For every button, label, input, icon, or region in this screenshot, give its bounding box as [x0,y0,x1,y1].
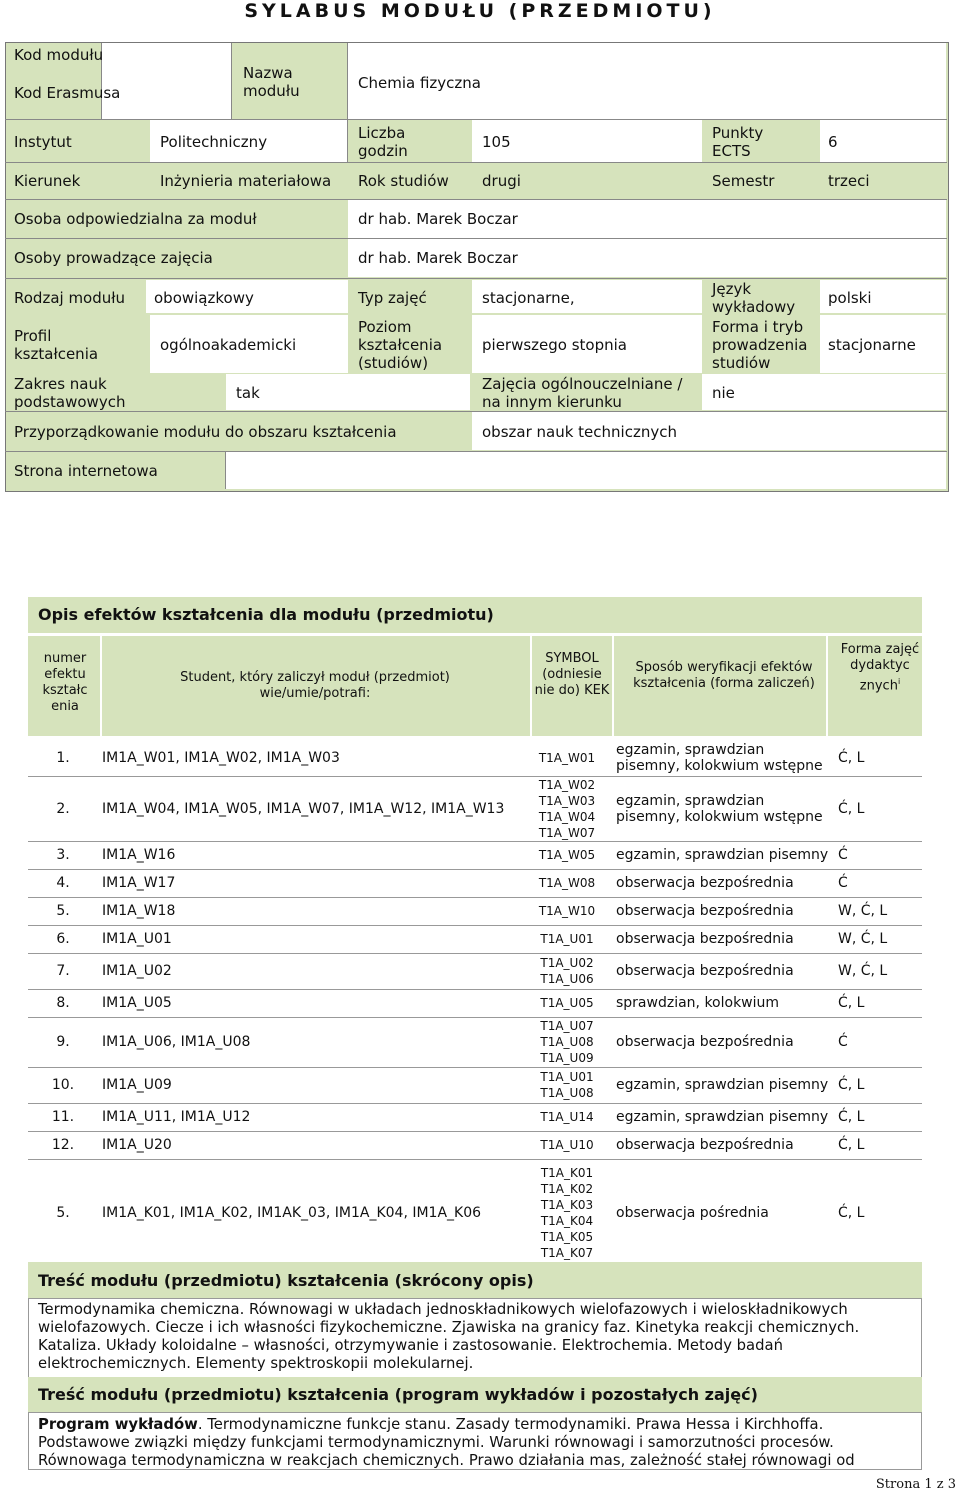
efekt-row [28,897,922,925]
efekt-codes: IM1A_U09 [98,1067,522,1103]
jezyk-label: Język wykładowy [712,280,796,316]
symbol-code: T1A_U08 [540,1035,594,1049]
efekt-symbol [522,1159,612,1267]
symbol-code: T1A_W05 [538,848,596,862]
kod-erasmusa-label: Kod Erasmusa [14,84,121,102]
profil-value: ogólnoakademicki [160,336,297,354]
efekt-codes: IM1A_U11, IM1A_U12 [98,1103,522,1131]
zakres-value-cell [226,374,470,410]
kod-modulu-label: Kod modułu [14,46,104,64]
efekt-verification: egzamin, sprawdzian pisemny, kolokwium wstępne [612,740,834,776]
nazwa-label: Nazwa modułu [243,64,300,100]
efekt-codes: IM1A_U06, IM1A_U08 [98,1017,522,1067]
efekt-number: 5. [28,897,98,925]
efekt-row [28,1131,922,1159]
efekt-symbol [522,1067,612,1103]
efekt-number: 9. [28,1017,98,1067]
efekt-row [28,841,922,869]
symbol-code: T1A_U02 [540,956,594,970]
kierunek-label: Kierunek [14,172,81,190]
efekt-form: W, Ć, L [834,925,922,953]
osoba-value: dr hab. Marek Boczar [358,210,518,228]
divider [612,636,614,736]
efekt-number: 4. [28,869,98,897]
efekty-table [28,740,922,1268]
divider [5,238,947,239]
efekt-symbol [522,740,612,776]
symbol-code: T1A_U06 [540,972,594,986]
semestr-label: Semestr [712,172,775,190]
zajecia-label: Zajęcia ogólnouczelniane / na innym kierunku [482,375,683,411]
symbol-code: T1A_K01 [540,1166,594,1180]
jezyk-value: polski [828,289,872,307]
ects-label: Punkty ECTS [712,124,764,160]
divider [225,451,226,489]
rodzaj-value: obowiązkowy [154,289,254,307]
efekt-form: Ć, L [834,740,922,776]
efekty-heading: Opis efektów kształcenia dla modułu (przedmiotu) [38,605,494,624]
efekt-codes: IM1A_K01, IM1A_K02, IM1AK_03, IM1A_K04, IM1A_K06 [98,1159,522,1267]
efekt-row [28,1017,922,1067]
efekt-symbol [522,989,612,1017]
efekt-number: 12. [28,1131,98,1159]
divider [5,451,947,452]
typ-label: Typ zajęć [358,289,427,307]
efekt-row [28,989,922,1017]
obszar-value: obszar nauk technicznych [482,423,677,441]
efekt-symbol [522,1131,612,1159]
tresc-skrocona-text: Termodynamika chemiczna. Równowagi w układach jednoskładnikowych wielofazowych i wieloskładnikowych wielofazowych. Ciecze i ich własności fizykochemiczne. Zjawiska na granicy faz. Kinetyka reakcji chemicznych. Kataliza. Układy koloidalne – własności, otrzymywanie i zastosowanie. Elektrochemia. Metody badań elektrochemicznych. Elementy spektroskopii molekularnej. [38,1301,860,1372]
efekt-codes: IM1A_U01 [98,925,522,953]
divider [826,636,828,736]
prowadzacy-label: Osoby prowadzące zajęcia [14,249,213,267]
efekt-verification: obserwacja pośrednia [612,1159,834,1267]
symbol-code: T1A_U01 [540,932,594,946]
efekt-verification: obserwacja bezpośrednia [612,1017,834,1067]
poziom-value: pierwszego stopnia [482,336,627,354]
efekt-number: 8. [28,989,98,1017]
divider [5,199,947,200]
efekt-row [28,925,922,953]
strona-value-cell [226,452,946,489]
efekt-row [28,1103,922,1131]
symbol-code: T1A_U05 [540,996,594,1010]
efekt-codes: IM1A_W04, IM1A_W05, IM1A_W07, IM1A_W12, IM1A_W13 [98,776,522,841]
efekt-number: 5. [28,1159,98,1267]
efekt-form: W, Ć, L [834,953,922,989]
tresc-skrocona-heading: Treść modułu (przedmiotu) kształcenia (skrócony opis) [38,1271,534,1290]
obszar-label: Przyporządkowanie modułu do obszaru kształcenia [14,423,397,441]
symbol-code: T1A_W04 [538,809,596,824]
symbol-code: T1A_K03 [540,1198,594,1212]
nazwa-value: Chemia fizyczna [358,74,481,92]
efekt-row [28,953,922,989]
col-forma-header [840,642,920,694]
divider [530,636,532,736]
efekt-symbol [522,925,612,953]
kod-modulu-value-cell [101,43,231,119]
symbol-code: T1A_U01 [540,1070,594,1084]
strona-label: Strona internetowa [14,462,158,480]
efekt-codes: IM1A_W16 [98,841,522,869]
ects-value: 6 [828,133,838,151]
program-text: . Termodynamiczne funkcje stanu. Zasady termodynamiki. Prawa Hessa i Kirchhoffa. Podstawowe związki między funkcjami termodynamicznymi. Warunki równowagi i samorzutności procesów. Równowaga termodynamiczna w reakcjach chemicznych. Prawo działania mas, zależność stałej równowagi od [38,1416,855,1469]
program-lead: Program wykładów [38,1416,198,1433]
kierunek-value: Inżynieria materiałowa [160,172,332,190]
divider [5,119,947,120]
efekt-number: 7. [28,953,98,989]
efekt-form: Ć, L [834,1067,922,1103]
efekt-codes: IM1A_U05 [98,989,522,1017]
efekt-form: Ć, L [834,989,922,1017]
efekt-symbol [522,869,612,897]
efekt-form: Ć, L [834,1159,922,1267]
efekt-form: W, Ć, L [834,897,922,925]
efekt-verification: obserwacja bezpośrednia [612,953,834,989]
efekt-verification: egzamin, sprawdzian pisemny, kolokwium wstępne [612,776,834,841]
efekt-number: 6. [28,925,98,953]
divider [5,278,947,279]
efekt-codes: IM1A_U02 [98,953,522,989]
efekt-number: 1. [28,740,98,776]
symbol-code: T1A_U10 [540,1138,594,1152]
ects-value-cell [820,120,946,162]
divider [347,43,348,162]
efekt-codes: IM1A_W17 [98,869,522,897]
zajecia-value-cell [702,374,946,410]
symbol-code: T1A_U08 [540,1086,594,1100]
efekt-verification: obserwacja bezpośrednia [612,1131,834,1159]
efekt-symbol [522,776,612,841]
symbol-code: T1A_U09 [540,1051,594,1065]
efekt-verification: egzamin, sprawdzian pisemny [612,841,834,869]
zakres-value: tak [236,384,260,402]
symbol-code: T1A_W08 [538,876,596,890]
efekt-verification: sprawdzian, kolokwium [612,989,834,1017]
efekt-form: Ć [834,869,922,897]
symbol-code: T1A_W07 [538,825,596,840]
efekt-row [28,776,922,841]
tresc-program-heading: Treść modułu (przedmiotu) kształcenia (program wykładów i pozostałych zajęć) [38,1385,758,1404]
divider [100,636,102,736]
efekt-codes: IM1A_W01, IM1A_W02, IM1A_W03 [98,740,522,776]
efekt-codes: IM1A_U20 [98,1131,522,1159]
poziom-label: Poziom kształcenia (studiów) [358,318,443,372]
instytut-value: Politechniczny [160,133,268,151]
rok-value: drugi [482,172,521,190]
page-title: SYLABUS MODUŁU (PRZEDMIOTU) [244,0,716,22]
col-symbol-header: SYMBOL (odniesie nie do) KEK [534,651,610,698]
divider [5,411,947,412]
col-forma-label: Forma zajęć dydaktyc znych [840,642,920,694]
symbol-code: T1A_U07 [540,1019,594,1033]
rodzaj-label: Rodzaj modułu [14,289,126,307]
efekt-row [28,740,922,776]
symbol-code: T1A_W03 [538,793,596,808]
efekt-number: 2. [28,776,98,841]
symbol-code: T1A_U14 [540,1110,594,1124]
efekt-symbol [522,1103,612,1131]
efekt-verification: egzamin, sprawdzian pisemny [612,1103,834,1131]
efekt-symbol [522,953,612,989]
efekt-verification: egzamin, sprawdzian pisemny [612,1067,834,1103]
osoba-label: Osoba odpowiedzialna za moduł [14,210,257,228]
tresc-program-text [38,1416,914,1470]
symbol-code: T1A_K04 [540,1214,594,1228]
liczba-godzin-value: 105 [482,133,511,151]
liczba-godzin-label: Liczba godzin [358,124,408,160]
forma-value: stacjonarne [828,336,916,354]
divider [5,162,947,163]
symbol-code: T1A_W01 [538,750,596,765]
zakres-label: Zakres nauk podstawowych [14,375,126,411]
efekt-form: Ć, L [834,776,922,841]
instytut-label: Instytut [14,133,72,151]
page-footer: Strona 1 z 3 [875,1477,956,1492]
efekt-row [28,869,922,897]
divider [231,43,232,119]
rok-label: Rok studiów [358,172,449,190]
zajecia-value: nie [712,384,735,402]
efekt-form: Ć [834,1017,922,1067]
efekt-row [28,1159,922,1267]
efekt-symbol [522,1017,612,1067]
col-numer-header: numer efektu kształc enia [42,651,88,714]
symbol-code: T1A_W10 [538,904,596,918]
efekt-form: Ć [834,841,922,869]
efekt-form: Ć, L [834,1131,922,1159]
symbol-code: T1A_W02 [538,777,596,792]
efekt-number: 3. [28,841,98,869]
symbol-code: T1A_K02 [540,1182,594,1196]
profil-label: Profil kształcenia [14,327,99,363]
col-student-header: Student, który zaliczył moduł (przedmiot) wie/umie/potrafi: [180,670,450,701]
symbol-code: T1A_K07 [540,1246,594,1260]
prowadzacy-value: dr hab. Marek Boczar [358,249,518,267]
efekt-number: 11. [28,1103,98,1131]
efekt-symbol [522,841,612,869]
efekt-verification: obserwacja bezpośrednia [612,897,834,925]
typ-value: stacjonarne, [482,289,575,307]
efekt-verification: obserwacja bezpośrednia [612,869,834,897]
efekt-row [28,1067,922,1103]
footnote-marker: i [897,677,901,686]
symbol-code: T1A_K05 [540,1230,594,1244]
efekt-codes: IM1A_W18 [98,897,522,925]
efekt-number: 10. [28,1067,98,1103]
efekt-verification: obserwacja bezpośrednia [612,925,834,953]
efekt-symbol [522,897,612,925]
semestr-value: trzeci [828,172,870,190]
forma-label: Forma i tryb prowadzenia studiów [712,318,808,372]
col-sposob-header: Sposób weryfikacji efektów kształcenia (forma zaliczeń) [633,660,815,691]
efekt-form: Ć, L [834,1103,922,1131]
